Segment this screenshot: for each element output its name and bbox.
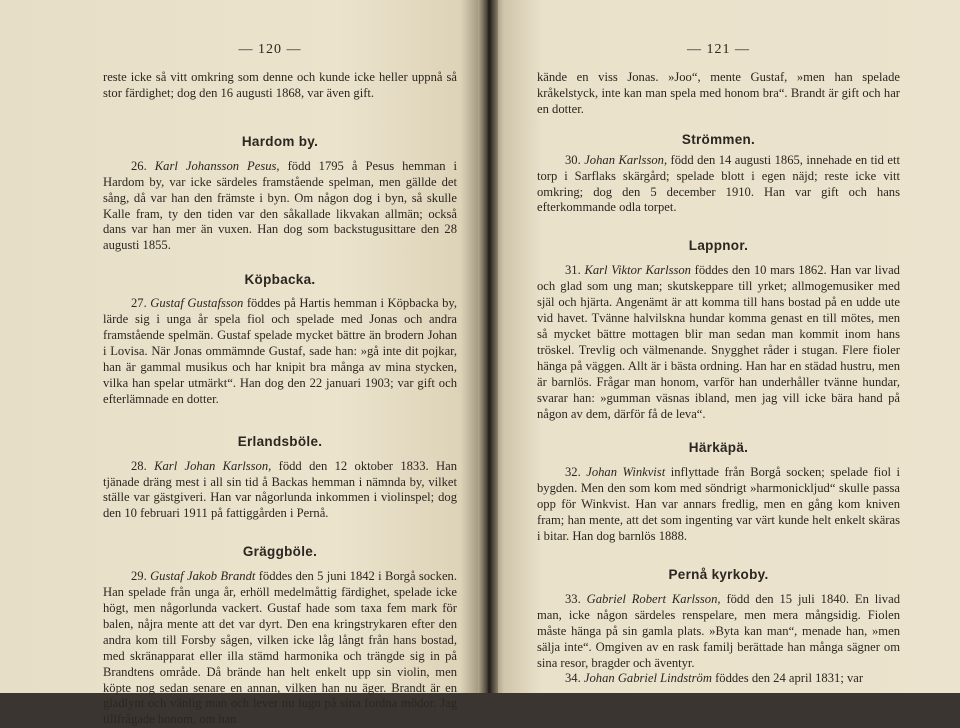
person-name: Karl Viktor Karlsson [584, 263, 691, 278]
entry-28 [103, 459, 457, 523]
heading-harkapa: Härkäpä. [688, 440, 749, 456]
heading-strommen: Strömmen. [681, 131, 756, 147]
entry-number: 26. [131, 158, 147, 173]
book-gutter [478, 0, 498, 693]
entry-27 [103, 296, 457, 407]
person-name: Gustaf Jakob Brandt [150, 569, 256, 584]
person-name: Gustaf Gustafsson [150, 296, 244, 311]
entry-26 [103, 159, 457, 254]
heading-graggbole: Gräggböle. [242, 544, 318, 560]
entry-number: 28. [131, 458, 147, 473]
entry-32 [537, 465, 900, 545]
entry-number: 34. [565, 671, 581, 686]
entry-number: 32. [565, 465, 581, 480]
person-name: Johan Karlsson, [584, 152, 668, 167]
entry-29 [103, 569, 457, 728]
person-name: Johan Gabriel Lindström [583, 671, 712, 686]
entry-number: 31. [565, 263, 581, 278]
heading-perna-kyrkoby: Pernå kyrkoby. [668, 566, 769, 582]
entry-text: inflyttade från Borgå socken; spelade fiol i bygden. Men den som kom med söndrigt »harmonickljud“ skulle passa opp för Winkvist. Han var annars fredlig, men en gång kom kniven fram; han mente, att det som ingenting var värt kunde helt enkelt skäras i bitar. Han dog barnlös 1888. [537, 465, 900, 544]
entry-text: föddes på Hartis hemman i Köpbacka by, lärde sig i unga år spela fiol och spelade med Jonas och andra framstående spelmän. Gustaf spelade mycket bättre än brodern Johan i Lovisa. När Jonas ommämnde Gustaf, sade han: »gå inte dit pojkar, han är gammal musikus och har knipit bra många av mina stycken, vilka han spelar utmärkt“. Han dog den 22 januari 1903; var gift och efterlämnade en dotter. [103, 296, 457, 406]
entry-text: född den 14 augusti 1865, innehade en tid ett torp i Sarflaks skärgård; spelade blott i egen näjd; reste icke vitt omkring; dog den 5 december 1910. Han var gift och hans efterkommande odla torpet. [537, 152, 900, 215]
heading-kopbacka: Köpbacka. [244, 272, 316, 288]
entry-number: 30. [565, 152, 581, 167]
entry-text: föddes den 24 april 1831; var [711, 671, 864, 686]
entry-number: 29. [131, 569, 147, 584]
entry-text: föddes den 10 mars 1862. Han var livad och glad som ung man; skutskeppare till yrket; allmogemusiker med själ och hjärta. Angenämt är att komma till hans bostad på en udde ute vid havet. Tvänne halvilskna hundar komma genast en till mötes, men så mycket bättre mottagen blir man sedan man kommit inom hans tröskel. Trevlig och välmenande. Snygghet råder i stugan. Flere fioler hänga på väggen. Allt är i bästa ordning. Han har en städad hustru, men är barnlös. Frågar man honom, varför han underhåller tvänne hundar, svarar han: »gumman väsnas ibland, men jag vill icke bära hand på någon av dem, därför få de leva“. [537, 263, 900, 421]
heading-lappnor: Lappnor. [688, 238, 749, 254]
person-name: Johan Winkvist [586, 465, 666, 480]
entry-34 [537, 671, 900, 687]
entry-text: född 1795 å Pesus hemman i Hardom by, var icke särdeles framstående spelman, men gällde det sång, då var han den främste i byn. Om någon dog i byn, så skulle Kalle fram, ty den tiden var den såkallade likvakan allmän; också dans var han mer än vuxen. Han dog som backstugusittare den 28 augusti 1855. [103, 158, 458, 253]
entry-text: föddes den 5 juni 1842 i Borgå socken. Han spelade från unga år, erhöll medelmåttig färdighet, spelade icke högt, men någorlunda vackert. Gustaf hade som taxa fem mark för balen, nåjra mente att det var dyrt. Den ena kringstrykaren efter den andra kom till Forsby sågen, vilken icke låg långt från hans bostad, med skränapparat eller illa stämd harmonika och trängde sig in på Brandtens område. Då brände han helt enkelt upp sin violin, men köpte nog sedan senare en annan, vilken han nu äger. Brandt är en gladlynt och vänlig man och lever nu lugn på sina fordna mödor. Jag tillfrågade honom, om han [103, 569, 457, 727]
heading-erlandsbole: Erlandsböle. [237, 433, 323, 449]
entry-number: 33. [565, 591, 581, 606]
entry-31 [537, 263, 900, 422]
entry-number: 27. [131, 296, 147, 311]
page-number-right: — 121 — [687, 42, 750, 57]
entry-30 [537, 153, 900, 217]
person-name: Gabriel Robert Karlsson, [586, 591, 721, 606]
entry-text: född den 12 oktober 1833. Han tjänade dräng mest i all sin tid å Backas hemman i nämnda by, vilket ställe var gästgiveri. Han var någorlunda inkommen i violinspel; dog den 10 februari 1911 på fattiggården i Pernå. [103, 458, 457, 521]
heading-hardom: Hardom by. [241, 133, 319, 149]
person-name: Karl Johan Karlsson, [154, 458, 272, 473]
entry-text: född den 15 juli 1840. En livad man, icke någon särdeles renspelare, men mera mångsidig. Fiolen måste hänga på sin gamla plats. »Byta kan man“, menade han, »men sälja inte“. Omgiven av en rask familj berättade han många sägner om sina resor, bragder och äventyr. [537, 591, 900, 670]
page-number-left: — 120 — [238, 42, 302, 57]
intro-paragraph-left: reste icke så vitt omkring som denne och kunde icke heller uppnå så stor färdighet; dog den 16 augusti 1868, var även gift. [103, 70, 457, 100]
entry-33 [537, 592, 900, 672]
right-page [485, 0, 960, 693]
person-name: Karl Johansson Pesus, [154, 158, 280, 173]
intro-paragraph-right: kände en viss Jonas. »Joo“, mente Gustaf, »men han spelade kråkelstyck, inte kan man spela med honom bra“. Brandt är gift och har en dotter. [537, 70, 900, 116]
